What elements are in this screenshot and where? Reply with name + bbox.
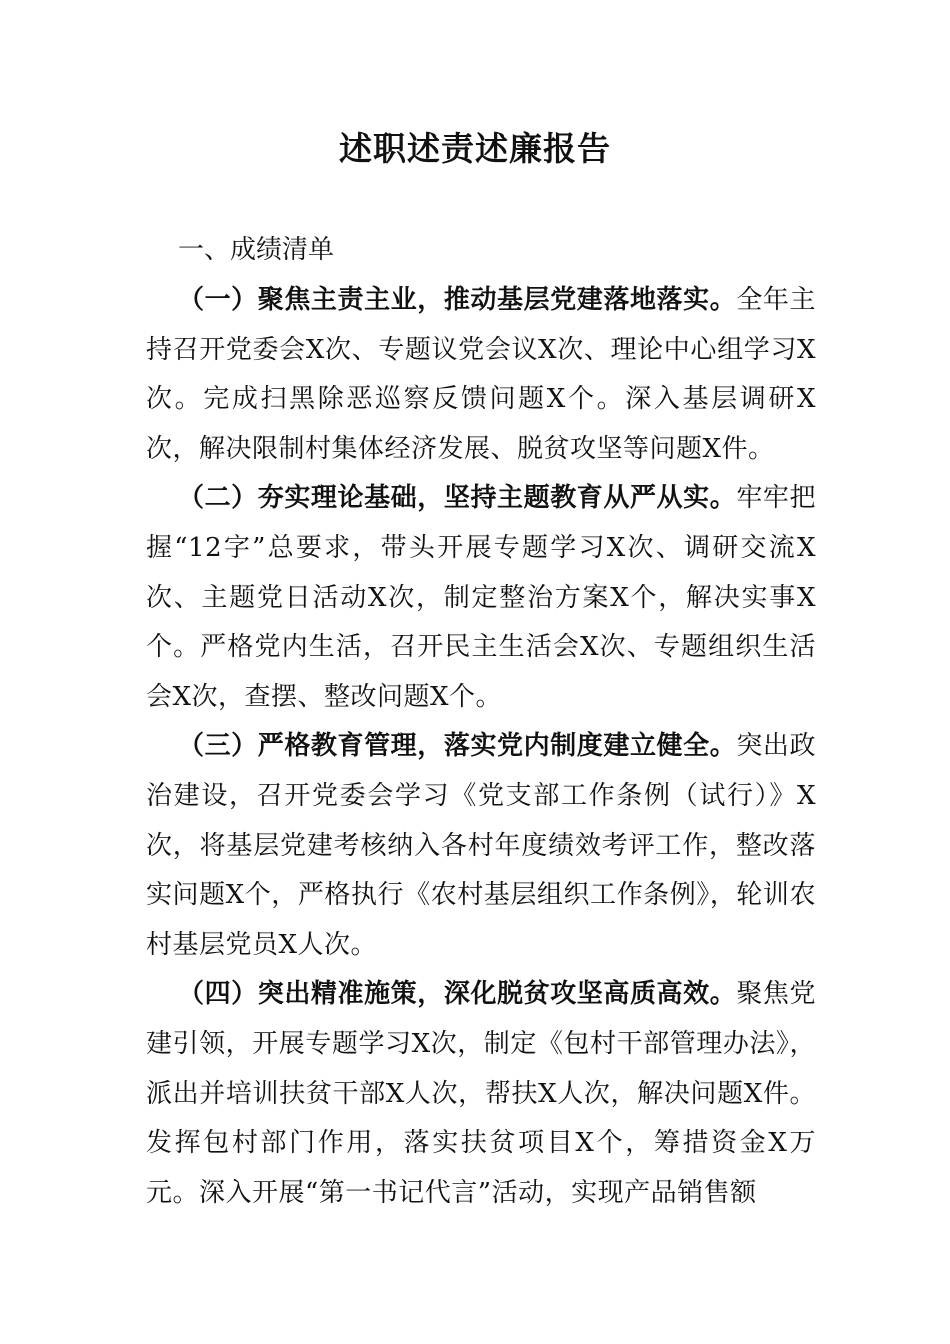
paragraph-1 xyxy=(146,276,816,474)
paragraph-3 xyxy=(146,722,816,970)
paragraph-2 xyxy=(146,474,816,722)
paragraph-4 xyxy=(146,970,816,1218)
paragraph-2-text: 牢牢把握“12字”总要求，带头开展专题学习X次、调研交流X次、主题党日活动X次，制定整治方案X个，解决实事X个。严格党内生活，召开民主生活会X次、专题组织生活会X次，查摆、整改问题X个。 xyxy=(146,483,816,712)
document-title: 述职述责述廉报告 xyxy=(339,129,611,168)
paragraph-3-text: 突出政治建设，召开党委会学习《党支部工作条例（试行）》X次，将基层党建考核纳入各村年度绩效考评工作，整改落实问题X个，严格执行《农村基层组织工作条例》，轮训农村基层党员X人次。 xyxy=(146,731,816,960)
paragraph-3-lead: （三）严格教育管理，落实党内制度建立健全。 xyxy=(178,731,737,762)
section-heading: 一、成绩清单 xyxy=(178,235,335,265)
paragraph-1-text: 全年主持召开党委会X次、专题议党会议X次、理论中心组学习X次。完成扫黑除恶巡察反馈问题X个。深入基层调研X次，解决限制村集体经济发展、脱贫攻坚等问题X件。 xyxy=(146,285,816,464)
paragraph-4-lead: （四）突出精准施策，深化脱贫攻坚高质高效。 xyxy=(178,979,737,1010)
document-body xyxy=(146,276,816,1218)
paragraph-1-lead: （一）聚焦主责主业，推动基层党建落地落实。 xyxy=(178,285,737,315)
paragraph-2-lead: （二）夯实理论基础，坚持主题教育从严从实。 xyxy=(178,483,737,514)
paragraph-4-text: 聚焦党建引领，开展专题学习X次，制定《包村干部管理办法》，派出并培训扶贫干部X人次，帮扶X人次，解决问题X件。发挥包村部门作用，落实扶贫项目X个，筹措资金X万元。深入开展“第一书记代言”活动，实现产品销售额 xyxy=(146,979,816,1208)
